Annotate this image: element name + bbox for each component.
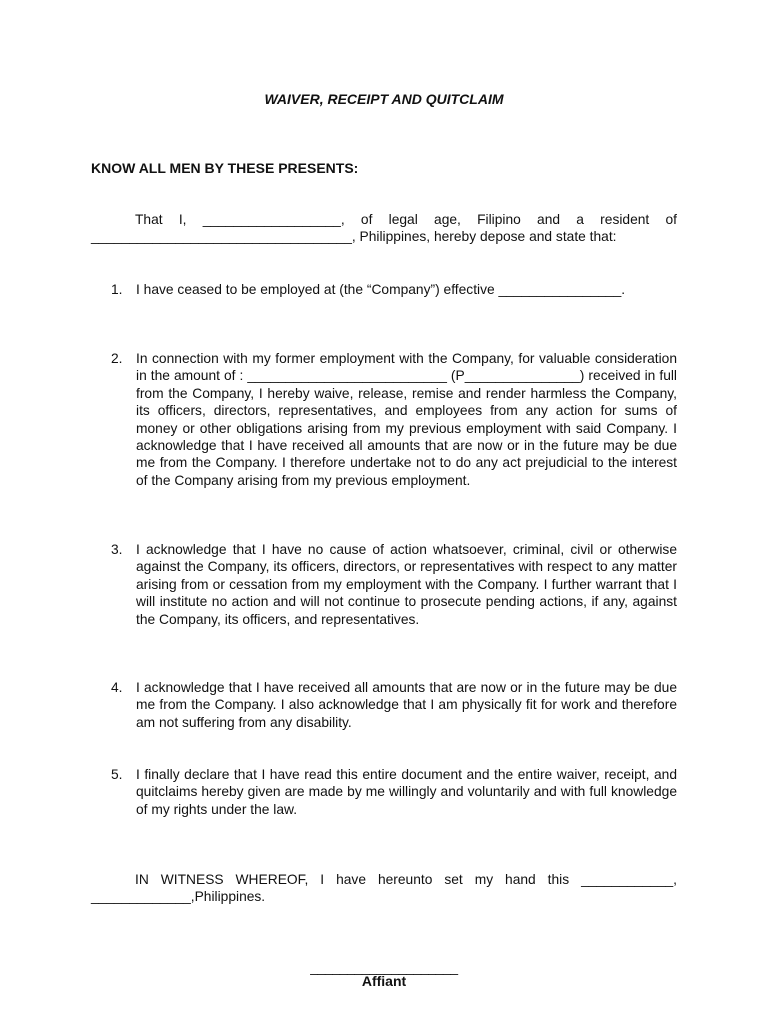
list-item-text: I have ceased to be employed at (the “Company”) effective ________________. xyxy=(136,282,626,297)
list-item xyxy=(91,350,677,489)
document-heading: KNOW ALL MEN BY THESE PRESENTS: xyxy=(91,160,359,176)
list-item-text: I finally declare that I have read this entire document and the entire waiver, receipt, and quitclaims hereby given are made by me willingly and voluntarily and with full knowledge of my rights under the law. xyxy=(136,767,677,817)
list-item-text: In connection with my former employment with the Company, for valuable consideration in the amount of : __________________________ (P_______________) received in full from the Company, I hereby waive, release, remise and render harmless the Company, its officers, directors, representatives, and employees from any action for sums of money or other obligations arising from my previous employment with said Company. I acknowledge that I have received all amounts that are now or in the future may be due me from the Company. I therefore undertake not to do any act prejudicial to the interest of the Company arising from my previous employment. xyxy=(136,351,677,488)
list-item xyxy=(91,541,677,628)
list-item-text: I acknowledge that I have no cause of action whatsoever, criminal, civil or otherwise against the Company, its officers, directors, or representatives with respect to any matter arising from or cessation from my employment with the Company. I further warrant that I will institute no action and will not continue to prosecute pending actions, if any, against the Company, its officers, and representatives. xyxy=(136,542,677,627)
witness-paragraph: IN WITNESS WHEREOF, I have hereunto set my hand this ____________, _____________,Philippines. xyxy=(91,872,677,905)
intro-paragraph: That I, __________________, of legal age, Filipino and a resident of __________________________________, Philippines, hereby depose and state that: xyxy=(91,212,677,245)
list-item-number: 1. xyxy=(111,282,123,297)
list-item-number: 4. xyxy=(111,680,123,695)
list-item xyxy=(91,281,677,298)
list-item-number: 2. xyxy=(111,351,123,366)
list-item-number: 5. xyxy=(111,767,123,782)
affiant-label: Affiant xyxy=(361,973,407,989)
document-title: WAIVER, RECEIPT AND QUITCLAIM xyxy=(264,91,504,107)
signature-line: ____________________ xyxy=(310,960,458,975)
list-item-text: I acknowledge that I have received all amounts that are now or in the future may be due me from the Company. I also acknowledge that I am physically fit for work and therefore am not suffering from any disability. xyxy=(136,680,677,730)
list-item xyxy=(91,766,677,818)
list-item-number: 3. xyxy=(111,542,123,557)
list-item xyxy=(91,679,677,731)
